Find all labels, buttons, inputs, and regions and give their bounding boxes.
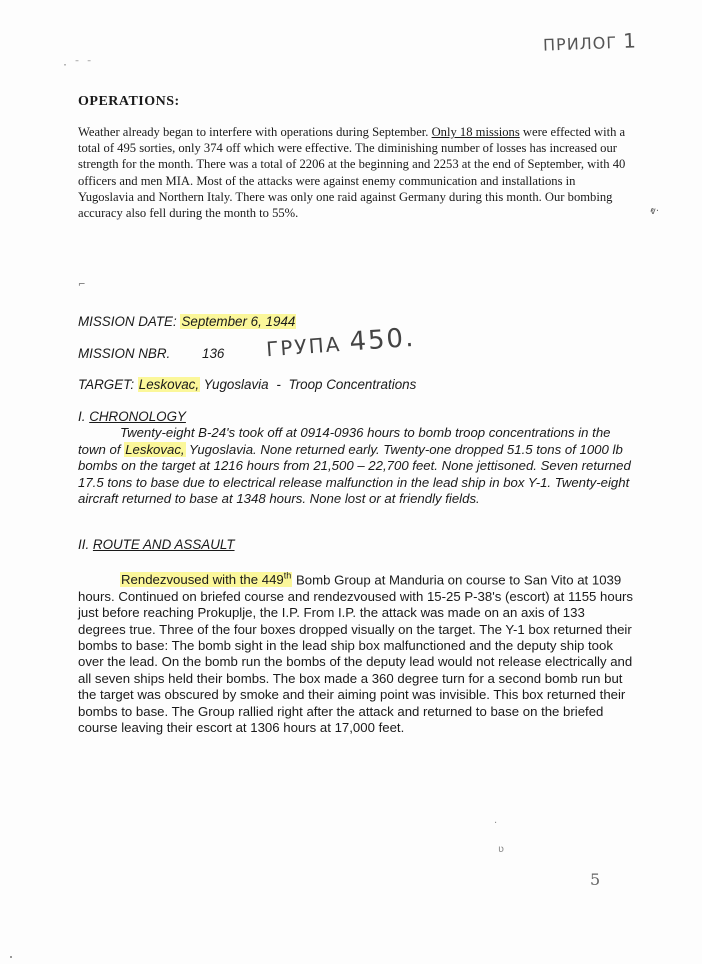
route-heading [78,537,235,552]
mission-date-value: September 6, 1944 [181,314,296,329]
route-text: Bomb Group at Manduria on course to San Vito at 1039 hours. Continued on briefed course and rendezvoused with 15-25 P-38's (escort) at 1155 hours just before reaching Prokuplje, the I.P. From I.P. the attack was made on an axis of 133 degrees true. Three of the four boxes dropped visually on the target. The Y-1 box returned their bombs to base: The bomb sight in the lead ship box malfunctioned and the deputy ship took over the lead. On the bomb run the bombs of the deputy lead would not release electrically and all seven ships held their bombs. The box made a 360 degree turn for a second bomb run but the target was obscured by smoke and their aiming point was invisible. This box returned their bombs to base. The Group rallied right after the attack and returned to base on the briefed course leaving their escort at 1306 hours at 17,000 feet. [78,572,634,736]
operations-heading: OPERATIONS: [78,94,180,109]
handwritten-annex-label [543,28,638,55]
scan-mark-1: · [494,818,498,829]
margin-mark-small: ⌐ [78,280,86,290]
scan-mark-2: ʋ [498,844,504,855]
target-label: TARGET: [78,377,135,392]
target-row [78,377,416,392]
chronology-text-1: Twenty-eight B-24's took off at 0914-0936 hours to bomb troop concentrations in the town of [78,425,611,457]
route-highlight [120,572,292,587]
target-description: Troop Concentrations [288,377,417,392]
operations-text-1: Weather already began to interfere with operations during September. [78,125,432,139]
chronology-heading [78,409,186,424]
chronology-city: Leskovac, [125,441,185,457]
handwritten-group-number: 450. [348,322,417,358]
operations-underlined-missions: Only 18 missions [431,125,520,139]
scan-edge-dot [10,956,12,958]
route-paragraph [78,568,634,736]
target-city: Leskovac, [138,377,200,392]
route-heading-number: II. [78,537,90,552]
route-heading-text: ROUTE AND ASSAULT [92,537,235,552]
operations-text-2: were effected with a total of 495 sorties, only 374 off which were effective. The diminishing number of losses has increased our strength for the month. There was a total of 2206 at the beginning and 2253 at the end of September, with 40 officers and men MIA. Most of the attacks were against enemy communication and installations in Yugoslavia and Northern Italy. There was only one raid against Germany during this month. Our bombing accuracy also fell during the month to 55%. [78,125,626,221]
chronology-heading-text: CHRONOLOGY [89,409,186,424]
mission-date-label: MISSION DATE: [78,314,177,329]
operations-paragraph [78,124,626,221]
margin-mark: ⱴ· [650,206,660,217]
target-country: Yugoslavia [203,377,269,392]
route-highlight-text: Rendezvoused with the 449 [121,572,284,588]
mission-number-value: 136 [202,346,225,361]
chronology-paragraph [78,425,634,508]
route-highlight-sup: th [283,571,292,581]
handwritten-group-text: ГРУПА [265,331,343,362]
page-number: 5 [590,870,601,889]
chronology-text-2: Yugoslavia. None returned early. Twenty-one dropped 51.5 tons of 1000 lb bombs on the target at 1216 hours from 21,500 – 22,700 feet. None jettisoned. Seven returned 17.5 tons to base due to electrical release malfunction in the lead ship in box Y-1. Twenty-eight aircraft returned to base at 1348 hours. None lost or at friendly fields. [78,441,631,507]
mission-date-row [78,314,296,329]
handwritten-annex-number: 1 [622,28,638,53]
mission-number-row [78,346,224,361]
handwritten-annex-text: ПРИЛОГ [542,33,618,55]
target-separator: - [276,377,281,392]
scan-specks: · ˉ ˉ [62,60,93,71]
chronology-heading-number: I. [78,409,86,424]
mission-number-label: MISSION NBR. [78,346,171,361]
